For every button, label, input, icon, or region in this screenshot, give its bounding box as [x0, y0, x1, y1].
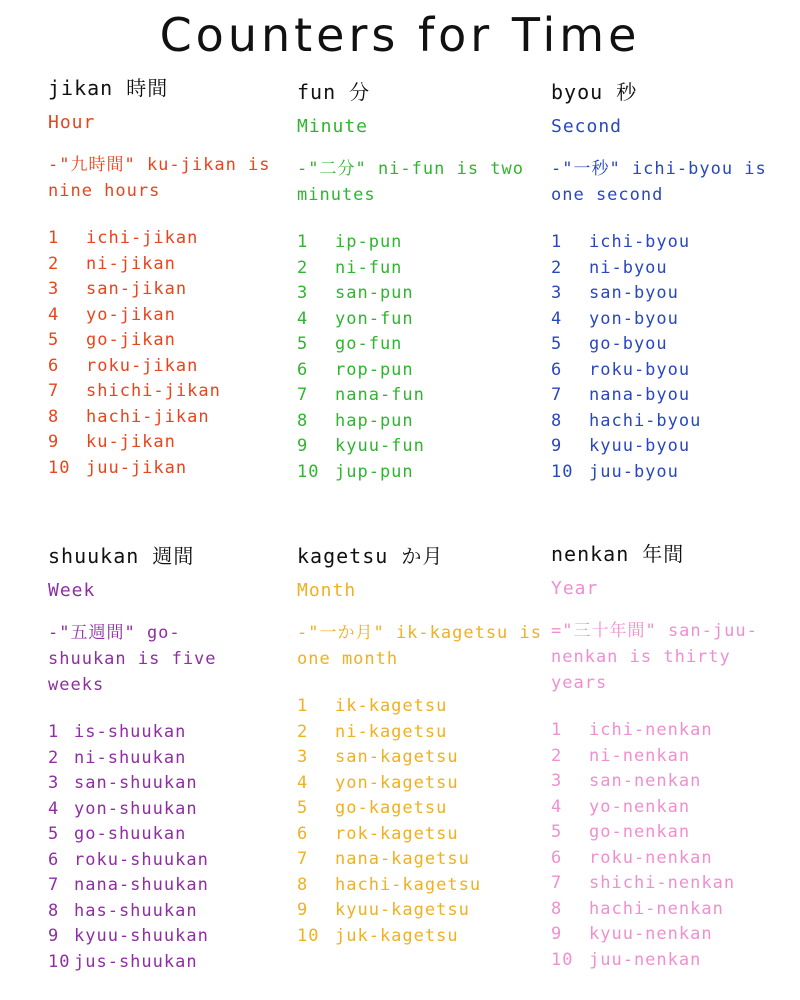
item-number: 7: [297, 849, 309, 869]
item-reading: nana-fun: [335, 385, 425, 405]
item-number: 5: [551, 334, 563, 354]
list-item: [297, 358, 547, 384]
item-reading: hachi-nenkan: [589, 898, 724, 919]
item-number: 5: [551, 822, 563, 842]
item-reading: has-shuukan: [74, 900, 198, 921]
item-reading: juu-jikan: [86, 457, 188, 478]
item-number: 10: [551, 461, 574, 482]
item-number: 3: [551, 283, 563, 303]
column-heading: byou 秒: [551, 80, 638, 104]
column-month: [297, 540, 547, 949]
list-item: [551, 744, 800, 770]
item-number: 6: [297, 823, 309, 844]
item-number: 2: [551, 257, 563, 278]
column-example: -"九時間" ku-jikan is nine hours: [48, 155, 271, 201]
item-number: 7: [48, 381, 60, 401]
list-item: [551, 358, 800, 384]
item-reading: go-jikan: [86, 330, 176, 350]
item-reading: is-shuukan: [74, 722, 187, 742]
item-reading: go-nenkan: [589, 822, 691, 842]
item-number: 10: [551, 949, 574, 970]
item-number: 6: [297, 359, 309, 380]
list-item: [551, 256, 800, 282]
list-item: [48, 354, 298, 380]
item-number: 3: [297, 747, 309, 767]
list-item: [551, 846, 800, 872]
column-example: ="三十年間" san-juu-nenkan is thirty years: [551, 621, 758, 693]
item-reading: roku-byou: [589, 359, 691, 380]
item-reading: shichi-jikan: [86, 381, 221, 401]
list-item: [48, 848, 298, 874]
item-number: 10: [48, 457, 71, 478]
item-number: 1: [297, 696, 309, 716]
item-number: 7: [48, 875, 60, 895]
column-second: [551, 76, 800, 485]
item-reading: juu-nenkan: [589, 949, 702, 970]
item-reading: yon-byou: [589, 308, 679, 329]
item-reading: go-fun: [335, 334, 403, 354]
item-number: 2: [297, 257, 309, 278]
item-reading: shichi-nenkan: [589, 873, 736, 893]
list-item: [297, 383, 547, 409]
list-item: [551, 871, 800, 897]
item-reading: jup-pun: [335, 461, 414, 482]
list-item: [297, 281, 547, 307]
list-item: [48, 873, 298, 899]
counter-list: [297, 230, 547, 485]
item-reading: ni-shuukan: [74, 747, 187, 768]
column-subtitle: Second: [551, 116, 623, 137]
item-reading: ichi-nenkan: [589, 720, 713, 740]
item-number: 4: [297, 308, 309, 329]
item-reading: ichi-jikan: [86, 228, 199, 248]
list-item: [297, 745, 547, 771]
item-number: 8: [48, 900, 60, 921]
item-reading: ni-fun: [335, 257, 403, 278]
list-item: [48, 252, 298, 278]
item-number: 4: [48, 304, 60, 325]
item-number: 5: [297, 334, 309, 354]
column-example: -"一か月" ik-kagetsu is one month: [297, 623, 542, 669]
list-item: [551, 230, 800, 256]
item-number: 7: [297, 385, 309, 405]
item-reading: hap-pun: [335, 410, 414, 431]
item-reading: rok-kagetsu: [335, 823, 459, 844]
column-heading: kagetsu か月: [297, 544, 444, 568]
item-reading: ichi-byou: [589, 232, 691, 252]
counter-list: [551, 718, 800, 973]
list-item: [297, 898, 547, 924]
list-item: [297, 822, 547, 848]
column-heading: shuukan 週間: [48, 544, 195, 568]
column-year: [551, 538, 800, 973]
item-reading: san-kagetsu: [335, 747, 459, 767]
item-reading: yon-shuukan: [74, 798, 198, 819]
list-item: [48, 405, 298, 431]
item-number: 3: [551, 771, 563, 791]
item-number: 8: [48, 406, 60, 427]
item-number: 4: [48, 798, 60, 819]
item-number: 2: [551, 745, 563, 766]
column-example: -"二分" ni-fun is two minutes: [297, 159, 524, 205]
list-item: [297, 720, 547, 746]
item-number: 9: [297, 436, 309, 456]
item-reading: yo-jikan: [86, 304, 176, 325]
item-number: 1: [297, 232, 309, 252]
item-number: 10: [297, 925, 320, 946]
column-subtitle: Week: [48, 580, 96, 601]
list-item: [297, 796, 547, 822]
list-item: [297, 307, 547, 333]
item-reading: san-nenkan: [589, 771, 702, 791]
item-reading: nana-kagetsu: [335, 849, 470, 869]
counter-list: [48, 720, 298, 975]
item-reading: go-shuukan: [74, 824, 187, 844]
column-subtitle: Hour: [48, 112, 96, 133]
item-reading: yon-fun: [335, 308, 414, 329]
list-item: [48, 771, 298, 797]
column-week: [48, 540, 298, 975]
list-item: [48, 456, 298, 482]
list-item: [297, 409, 547, 435]
counter-list: [48, 226, 298, 481]
list-item: [551, 434, 800, 460]
item-reading: san-pun: [335, 283, 414, 303]
item-number: 4: [297, 772, 309, 793]
item-reading: go-kagetsu: [335, 798, 448, 818]
list-item: [297, 460, 547, 486]
column-hour: [48, 72, 298, 481]
page-title: Counters for Time: [159, 8, 641, 62]
item-number: 2: [297, 721, 309, 742]
list-item: [297, 332, 547, 358]
list-item: [551, 820, 800, 846]
column-heading: nenkan 年間: [551, 542, 685, 566]
item-number: 2: [48, 253, 60, 274]
item-reading: yon-kagetsu: [335, 772, 459, 793]
list-item: [48, 430, 298, 456]
item-number: 9: [48, 432, 60, 452]
item-number: 3: [48, 773, 60, 793]
item-number: 6: [48, 849, 60, 870]
item-reading: san-byou: [589, 283, 679, 303]
item-number: 1: [48, 228, 60, 248]
item-reading: juu-byou: [589, 461, 679, 482]
list-item: [48, 797, 298, 823]
list-item: [48, 303, 298, 329]
item-reading: juk-kagetsu: [335, 925, 459, 946]
item-number: 9: [297, 900, 309, 920]
list-item: [551, 769, 800, 795]
list-item: [297, 873, 547, 899]
column-heading: jikan 時間: [48, 76, 169, 100]
item-number: 4: [551, 308, 563, 329]
list-item: [48, 720, 298, 746]
item-reading: nana-shuukan: [74, 875, 209, 895]
item-number: 8: [551, 898, 563, 919]
item-reading: go-byou: [589, 334, 668, 354]
item-reading: kyuu-kagetsu: [335, 900, 470, 920]
item-reading: san-shuukan: [74, 773, 198, 793]
item-reading: roku-nenkan: [589, 847, 713, 868]
item-reading: kyuu-nenkan: [589, 924, 713, 944]
item-number: 9: [551, 924, 563, 944]
item-reading: hachi-kagetsu: [335, 874, 482, 895]
item-number: 7: [551, 873, 563, 893]
item-reading: roku-shuukan: [74, 849, 209, 870]
list-item: [551, 409, 800, 435]
item-number: 9: [48, 926, 60, 946]
column-subtitle: Month: [297, 580, 357, 601]
item-number: 5: [297, 798, 309, 818]
item-reading: rop-pun: [335, 359, 414, 380]
item-reading: hachi-byou: [589, 410, 702, 431]
item-number: 8: [297, 874, 309, 895]
item-number: 2: [48, 747, 60, 768]
column-heading: fun 分: [297, 80, 371, 104]
item-number: 5: [48, 824, 60, 844]
counter-list: [297, 694, 547, 949]
item-reading: jus-shuukan: [74, 951, 198, 972]
list-item: [48, 746, 298, 772]
list-item: [48, 328, 298, 354]
item-reading: ni-jikan: [86, 253, 176, 274]
column-subtitle: Minute: [297, 116, 369, 137]
list-item: [48, 950, 298, 976]
item-reading: nana-byou: [589, 385, 691, 405]
list-item: [297, 434, 547, 460]
column-example: -"一秒" ichi-byou is one second: [551, 159, 767, 205]
item-number: 3: [297, 283, 309, 303]
item-number: 3: [48, 279, 60, 299]
list-item: [48, 899, 298, 925]
list-item: [297, 771, 547, 797]
list-item: [551, 307, 800, 333]
item-number: 1: [551, 720, 563, 740]
list-item: [297, 694, 547, 720]
list-item: [551, 897, 800, 923]
list-item: [48, 924, 298, 950]
item-reading: kyuu-byou: [589, 436, 691, 456]
list-item: [551, 332, 800, 358]
item-number: 6: [551, 359, 563, 380]
item-reading: ip-pun: [335, 232, 403, 252]
item-number: 1: [551, 232, 563, 252]
list-item: [551, 922, 800, 948]
list-item: [297, 924, 547, 950]
item-number: 6: [48, 355, 60, 376]
item-reading: ni-kagetsu: [335, 721, 448, 742]
item-number: 9: [551, 436, 563, 456]
item-reading: kyuu-fun: [335, 436, 425, 456]
item-number: 5: [48, 330, 60, 350]
counter-list: [551, 230, 800, 485]
item-reading: ku-jikan: [86, 432, 176, 452]
item-reading: hachi-jikan: [86, 406, 210, 427]
list-item: [297, 847, 547, 873]
list-item: [48, 226, 298, 252]
item-reading: kyuu-shuukan: [74, 926, 209, 946]
item-number: 4: [551, 796, 563, 817]
item-reading: san-jikan: [86, 279, 188, 299]
item-number: 7: [551, 385, 563, 405]
item-number: 10: [297, 461, 320, 482]
item-number: 8: [297, 410, 309, 431]
column-minute: [297, 76, 547, 485]
list-item: [48, 822, 298, 848]
item-reading: ni-nenkan: [589, 745, 691, 766]
list-item: [551, 281, 800, 307]
item-reading: ni-byou: [589, 257, 668, 278]
item-reading: yo-nenkan: [589, 796, 691, 817]
item-number: 10: [48, 951, 71, 972]
item-number: 6: [551, 847, 563, 868]
list-item: [297, 256, 547, 282]
list-item: [48, 277, 298, 303]
item-reading: ik-kagetsu: [335, 696, 448, 716]
list-item: [551, 948, 800, 974]
list-item: [551, 795, 800, 821]
list-item: [48, 379, 298, 405]
list-item: [551, 383, 800, 409]
item-number: 1: [48, 722, 60, 742]
item-reading: roku-jikan: [86, 355, 199, 376]
list-item: [551, 718, 800, 744]
column-example: -"五週間" go-shuukan is five weeks: [48, 623, 217, 695]
column-subtitle: Year: [551, 578, 599, 599]
item-number: 8: [551, 410, 563, 431]
list-item: [297, 230, 547, 256]
list-item: [551, 460, 800, 486]
